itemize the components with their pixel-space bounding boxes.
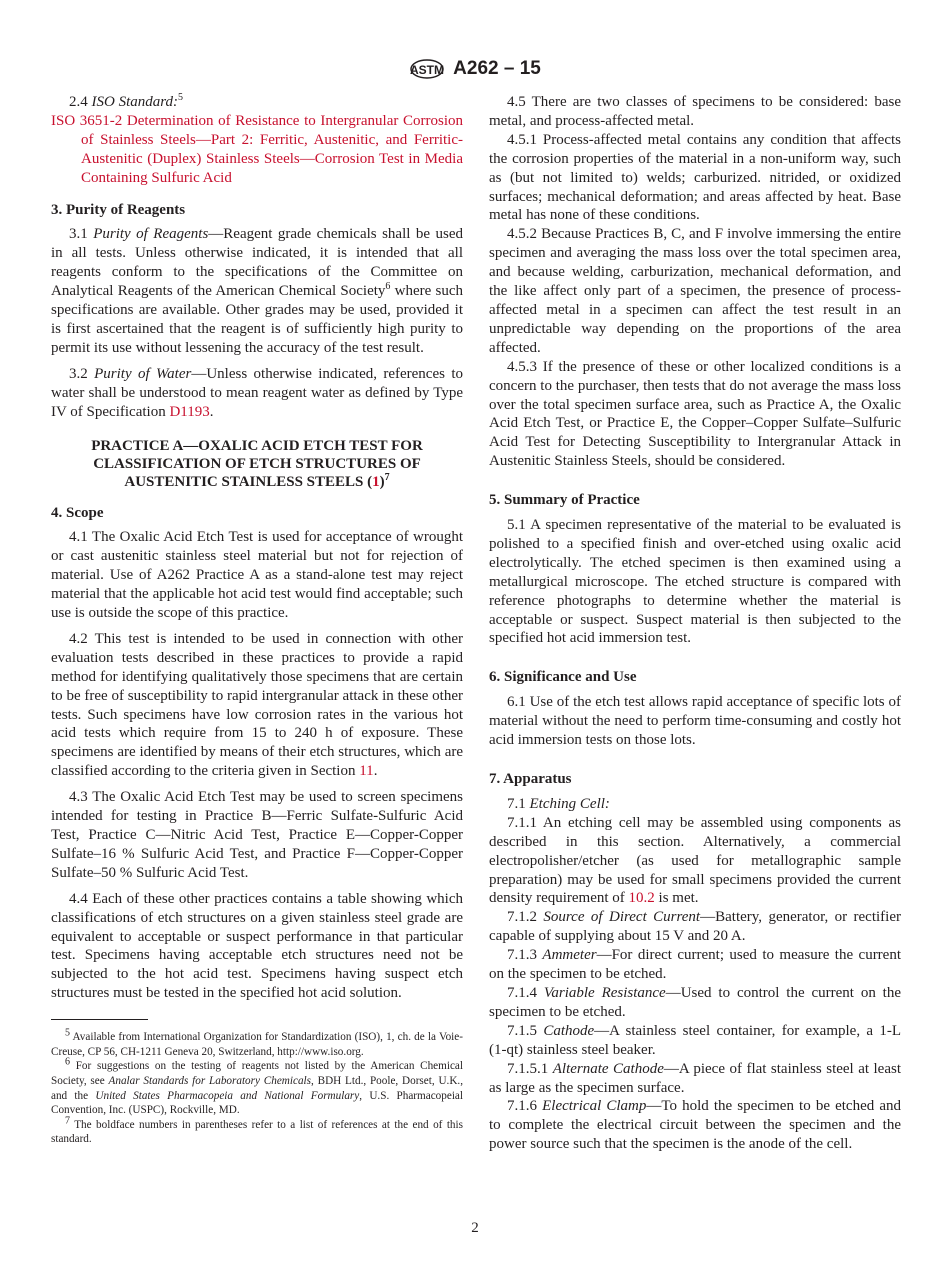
text: —Unless otherwise indicated, references to water shall be understood to mean reagent water as defined by Type IV of Specification — [51, 365, 464, 420]
paragraph — [489, 1097, 901, 1154]
paragraph — [51, 93, 463, 112]
text: 4.2 This test is intended to be used in connection with other evaluation tests described in these practices to provide a rapid method for identifying qualitatively those specimens that are certain to be free of susceptibility to rapid intergranular attack in these other tests. Such specimens have low corrosion rates in the various hot acid tests which require from 15 to 240 h of exposure. These specimens are identified by means of their etch structures, which are classified according to the criteria given in Section — [51, 630, 463, 780]
text: —Used to control the current on the specimen to be etched. — [489, 984, 902, 1020]
text: , U.S. Pharmacopeial Convention, Inc. (USPC), Rockville, MD. — [51, 1089, 463, 1117]
superscript: 7 — [65, 1114, 70, 1126]
text: 7.1.5 — [507, 1022, 544, 1039]
text: —Reagent grade chemicals shall be used in all tests. Unless otherwise indicated, it is intended that all reagents conform to the specifications of the Committee on Analytical Reagents of the American Chemical Society — [51, 226, 463, 300]
text: 7.1.5.1 — [507, 1060, 553, 1077]
italic-text: Ammeter — [542, 947, 597, 964]
superscript: 6 — [65, 1056, 70, 1068]
text: 4.4 Each of these other practices contains a table showing which classifications of etch structures on a given stainless steel grade are equivalent to acceptable or suspect performance in that particular test. Specimens having acceptable etch structures need not be subjected to the hot acid test. Specimens having suspect etch structures must be tested in the specified hot acid solution. — [51, 890, 463, 1002]
italic-text: Cathode — [543, 1022, 595, 1039]
paragraph — [51, 630, 463, 781]
paragraph — [51, 890, 463, 1003]
text: 4.3 The Oxalic Acid Etch Test may be used to screen specimens intended for testing in Practice B—Ferric Sulfate-Sulfuric Acid Test, Practice C—Nitric Acid Test, Practice E—Copper-Copper Sulfate–16 % Sulfuric Acid Test, and Practice F—Copper-Copper Sulfate–50 % Sulfuric Acid Test. — [51, 789, 463, 881]
text: 7.1.1 An etching cell may be assembled using components as described in this section. Alternatively, a commercial electropolisher/etcher (as used for metallographic sample preparation) may be used for small specimens provided the current density requirement of — [489, 814, 901, 907]
italic-text: Etching Cell: — [529, 795, 610, 812]
text: —A stainless steel container, for example, a 1-L (1-qt) stainless steel beaker. — [489, 1022, 902, 1058]
text: 3.1 — [69, 226, 94, 243]
text: —A piece of flat stainless steel at least as large as the specimen surface. — [489, 1060, 902, 1096]
text: 7.1.6 — [507, 1098, 543, 1115]
text: is met. — [654, 890, 699, 907]
text: PRACTICE A—OXALIC ACID ETCH TEST FOR CLASSIFICATION OF ETCH STRUCTURES OF AUSTENITIC STAINLESS STEELS ( — [91, 437, 423, 490]
footnote-rule — [51, 1019, 148, 1020]
section-heading — [51, 504, 463, 523]
text: , BDH Ltd., Poole, Dorset, U.K., and the — [51, 1074, 463, 1102]
paragraph — [489, 1060, 901, 1098]
text: 5.1 A specimen representative of the material to be evaluated is polished to a specified finish and over-etched using oxalic acid electrolytically. The etched specimen is then examined using a metallurgical microscope. The etched structure is compared with reference photographs to determine whether the material is acceptable or suspect. Suspect material is then subjected to the specified hot acid immersion test. — [489, 517, 901, 647]
superscript: 5 — [65, 1027, 70, 1039]
text: 4.5.3 If the presence of these or other localized conditions is a concern to the purchaser, then tests that do not average the mass loss over the total specimen surface area, such as Practice A, the Oxalic Acid Etch Test, or Practice E, the Copper–Copper Sulfate–Sulfuric Acid Test for Detecting Susceptibility to Intergranular Attack in Austenitic Stainless Steels, should be considered. — [489, 358, 901, 470]
text: —For direct current; used to measure the current on the specimen to be etched. — [489, 947, 902, 983]
paragraph — [489, 225, 901, 357]
italic-text: Analar Standards for Laboratory Chemicals — [108, 1074, 312, 1087]
footnote — [51, 1056, 463, 1117]
section-heading — [489, 491, 901, 510]
paragraph — [489, 516, 901, 648]
text: For suggestions on the testing of reagents not listed by the American Chemical Society, see — [51, 1060, 463, 1087]
text: —To hold the specimen to be etched and to complete the electrical circuit between the specimen and the power source such that the specimen is the anode of the cell. — [489, 1098, 901, 1153]
italic-text: ISO Standard: — [91, 94, 179, 110]
text: 3.2 — [69, 365, 95, 382]
text: 6.1 Use of the etch test allows rapid acceptance of specific lots of material without the need to perform time-consuming and costly hot acid immersion tests on those lots. — [489, 694, 901, 749]
text: where such specifications are available. Other grades may be used, provided it is first ascertained that the reagent is of sufficiently high purity to permit its use without lessening the accuracy of the test result. — [51, 283, 464, 356]
svg-text:ASTM: ASTM — [410, 63, 445, 77]
section-heading — [51, 201, 463, 220]
reference-link[interactable]: 1 — [372, 473, 380, 490]
italic-text: Purity of Reagents — [93, 226, 209, 243]
italic-text: United States Pharmacopeia and National Formulary — [95, 1089, 360, 1102]
text: . — [209, 403, 214, 420]
paragraph — [489, 93, 901, 131]
superscript: 5 — [178, 92, 184, 103]
paragraph — [489, 795, 901, 814]
paragraph — [51, 528, 463, 623]
reference-entry — [51, 112, 463, 188]
paragraph — [489, 693, 901, 750]
text: 3. Purity of Reagents — [51, 201, 186, 218]
text: Available from International Organization for Standardization (ISO), 1, ch. de la Voie-Creuse, CP 56, CH-1211 Geneva 20, Switzerland, http://www.iso.org. — [51, 1031, 463, 1058]
italic-text: Alternate Cathode — [552, 1060, 664, 1077]
text: 5. Summary of Practice — [489, 492, 640, 509]
text: 4.1 The Oxalic Acid Etch Test is used for acceptance of wrought or cast austenitic stainless steel material but not for rejection of material. Use of A262 Practice A as a stand-alone test may reject material that the applicable hot acid test would find acceptable; such use is outside the scope of this practice. — [51, 529, 463, 622]
text: 4.5.1 Process-affected metal contains any condition that affects the corrosion properties of the material in a non-uniform way, such as (but not limited to) welds; carburized. nitrided, or oxidized surfaces; mechanical deformation; and areas affected by heat. Base metal has none of these conditions. — [489, 131, 901, 224]
reference-link[interactable]: ISO 3651-2 — [51, 112, 123, 129]
reference-link[interactable]: D1193 — [169, 403, 210, 420]
superscript: 7 — [384, 471, 390, 483]
italic-text: Purity of Water — [94, 365, 192, 382]
superscript: 6 — [385, 281, 391, 293]
italic-text: Variable Resistance — [543, 984, 666, 1001]
page-number: 2 — [471, 1220, 479, 1236]
text: 4. Scope — [51, 504, 104, 521]
paragraph — [489, 131, 901, 226]
text: 7.1.3 — [507, 947, 543, 964]
reference-link[interactable]: 10.2 — [628, 890, 655, 907]
text: . — [373, 763, 378, 780]
text: —Battery, generator, or rectifier capable of supplying about 15 V and 20 A. — [489, 909, 901, 945]
page-header — [0, 54, 950, 84]
text: 4.5.2 Because Practices B, C, and F involve immersing the entire specimen and averaging the mass loss over the total specimen area, and because welding, carburization, mechanical deformation, and the like affect only part of a specimen, the presence of process-affected metal in a specimen can affect the test result in an unpredictable way depending on the proportions of the area affected. — [489, 226, 901, 356]
text: 7.1 — [507, 795, 530, 812]
paragraph — [51, 788, 463, 883]
text: 6. Significance and Use — [489, 669, 637, 686]
paragraph — [489, 946, 901, 984]
text: The boldface numbers in parentheses refer to a list of references at the end of this standard. — [51, 1118, 463, 1146]
text: 7.1.2 — [507, 909, 544, 926]
text: ) — [379, 473, 385, 490]
italic-text: Electrical Clamp — [542, 1098, 647, 1115]
text: 2.4 — [69, 94, 92, 110]
left-column — [51, 93, 463, 1147]
text: 4.5 There are two classes of specimens to be considered: base metal, and process-affected metal. — [489, 94, 901, 129]
paragraph — [489, 984, 901, 1022]
reference-link[interactable]: Determination of Resistance to Intergranular Corrosion of Stainless Steels—Part 2: Ferritic, Austenitic, and Ferritic-Austenitic (Duplex) Stainless Steels—Corrosion Test in Media Containing Sulfuric Acid — [81, 112, 463, 186]
paragraph — [489, 908, 901, 946]
footnote — [51, 1114, 463, 1147]
section-heading — [489, 668, 901, 687]
designation: A262 – 15 — [453, 58, 541, 79]
section-heading — [489, 770, 901, 789]
astm-logo-icon — [409, 54, 445, 84]
text: 7.1.4 — [507, 984, 544, 1001]
paragraph — [489, 358, 901, 471]
text: 7. Apparatus — [489, 771, 572, 787]
reference-link[interactable]: 11 — [359, 763, 374, 780]
footnote — [51, 1027, 463, 1059]
paragraph — [489, 1022, 901, 1060]
right-column — [489, 93, 901, 1154]
italic-text: Source of Direct Current — [543, 909, 701, 926]
paragraph — [489, 814, 901, 909]
practice-heading — [51, 437, 463, 491]
paragraph — [51, 365, 463, 422]
paragraph — [51, 225, 463, 357]
